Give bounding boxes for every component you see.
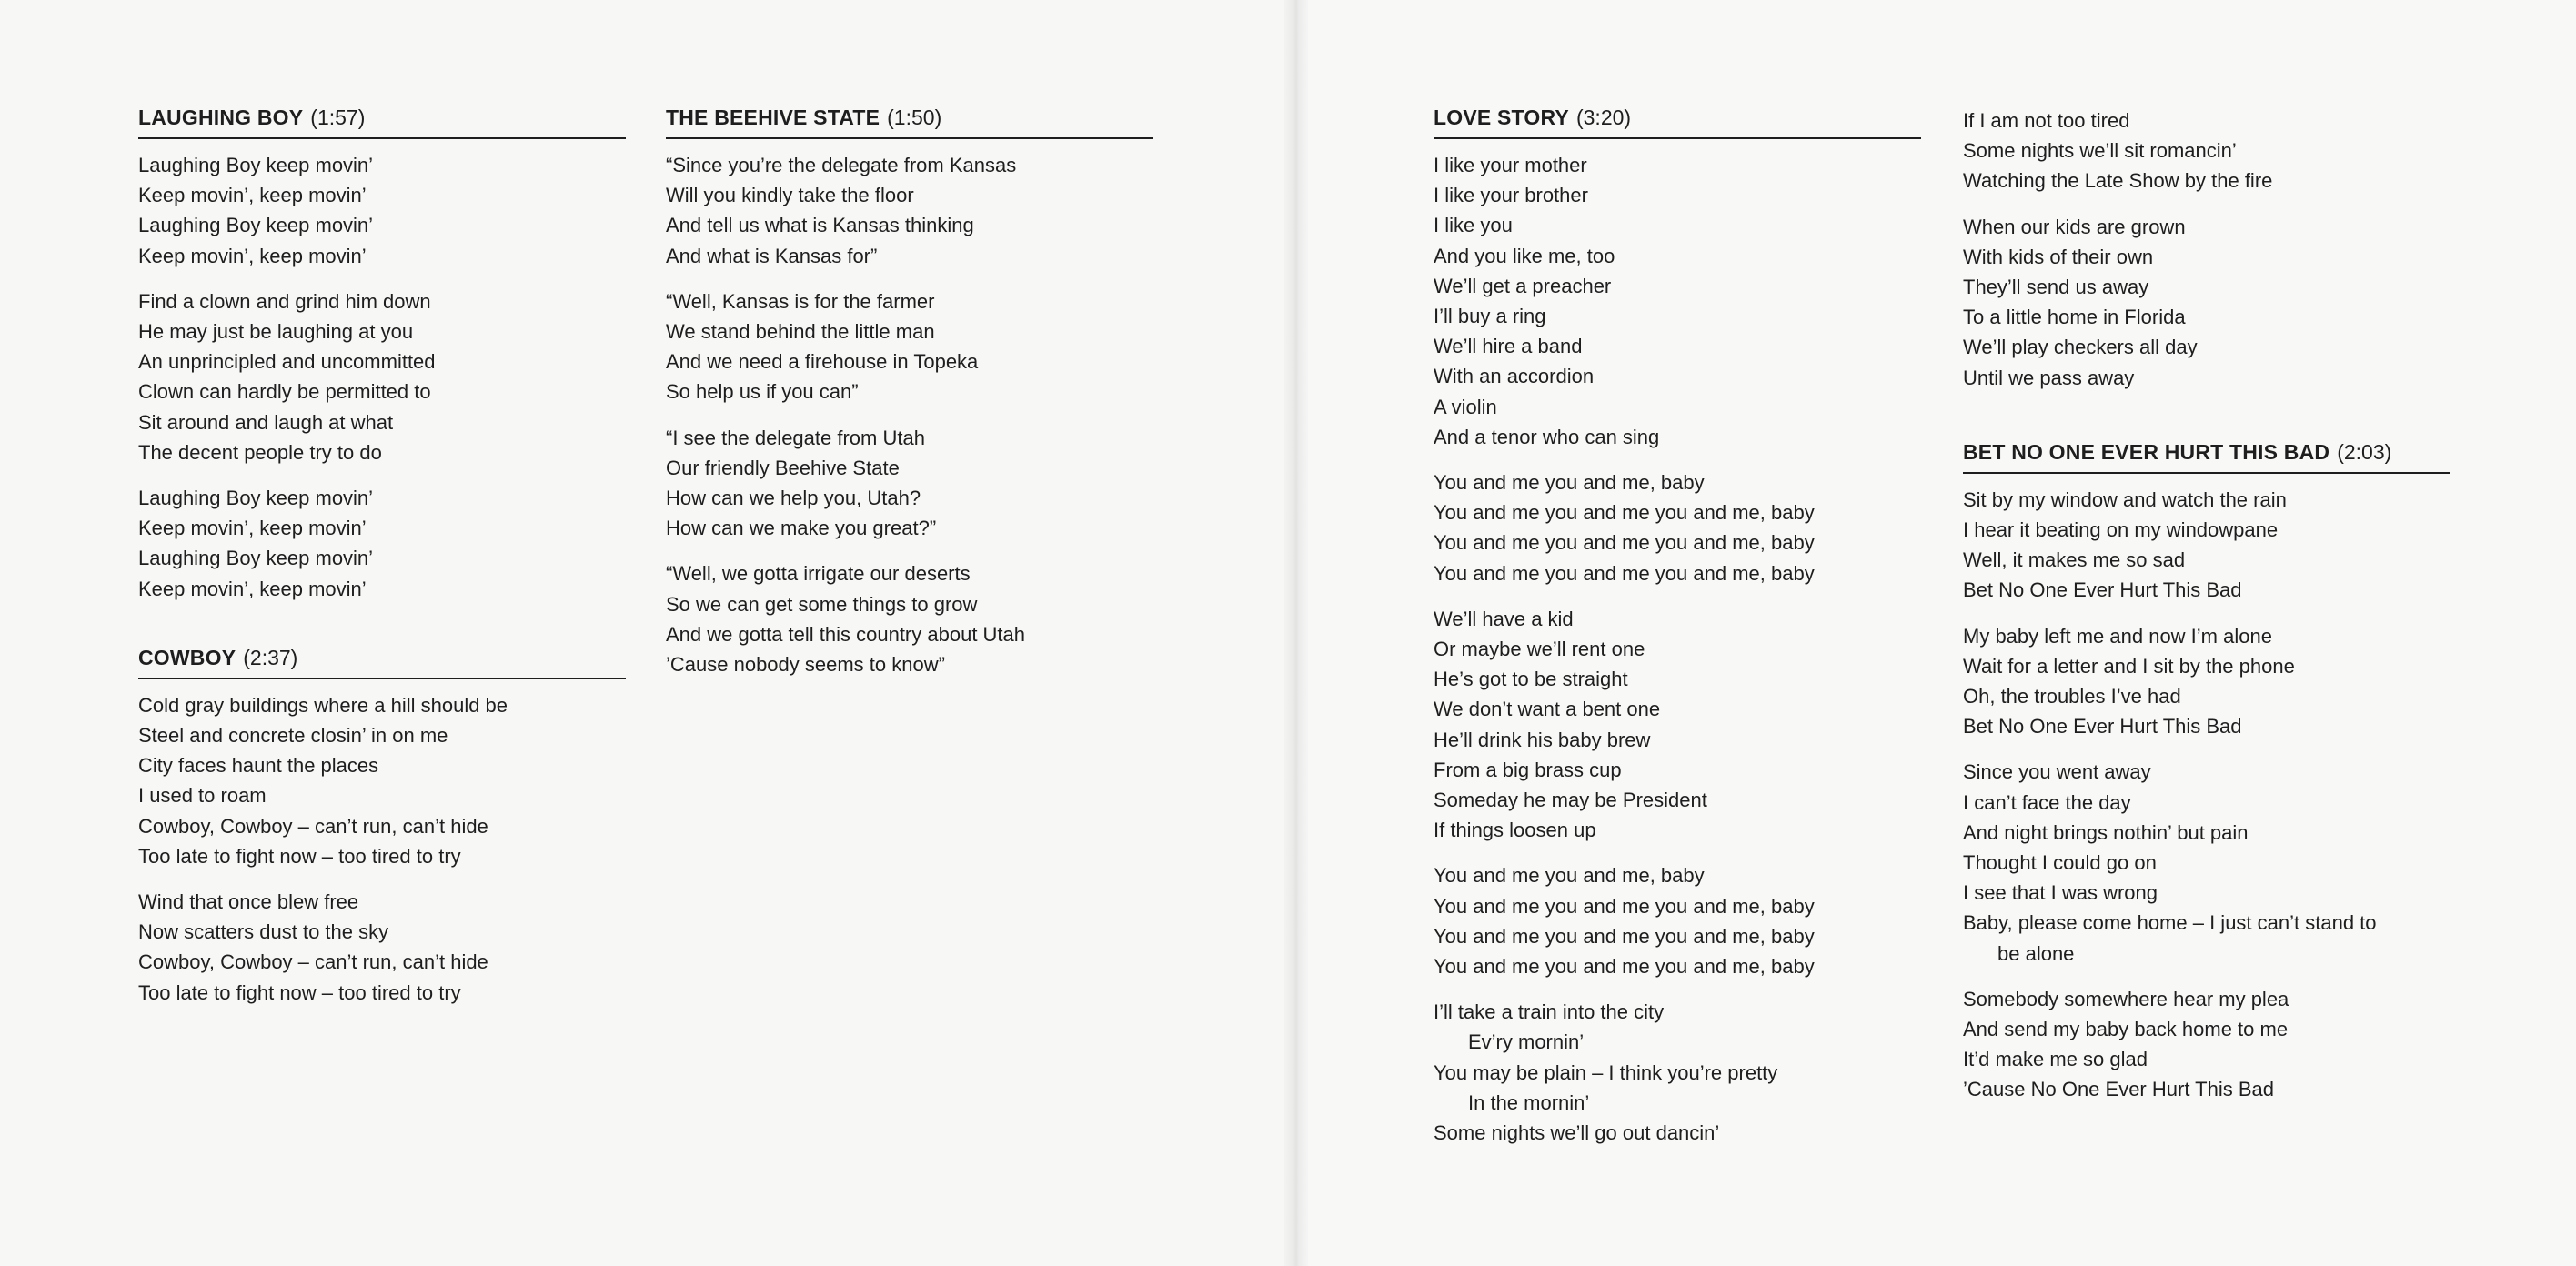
lyric-line: Ev’ry mornin’ (1468, 1030, 1585, 1054)
lyric-line: Cowboy, Cowboy – can’t run, can’t hide (138, 814, 488, 838)
lyrics-column-4 (1963, 106, 2450, 1147)
lyric-line: An unprincipled and uncommitted (138, 350, 436, 374)
song-duration: (3:20) (1575, 106, 1632, 129)
lyric-line: I like your mother (1434, 154, 1587, 176)
lyrics-column-3 (1434, 106, 1921, 1190)
song-title: LAUGHING BOY (138, 106, 304, 129)
lyric-line: A violin (1434, 395, 1497, 418)
lyrics-column-2 (666, 106, 1153, 721)
song-title: THE BEEHIVE STATE (666, 106, 880, 129)
lyric-line: They’ll send us away (1963, 276, 2149, 299)
lyric-line: Well, it makes me so sad (1963, 548, 2186, 572)
stanza (666, 558, 1153, 679)
lyric-line: We’ll get a preacher (1434, 274, 1612, 297)
lyric-line: You and me you and me, baby (1434, 864, 1705, 888)
lyric-line: be alone (1997, 941, 2075, 965)
lyric-line: To a little home in Florida (1963, 306, 2186, 329)
stanza (1434, 997, 1921, 1148)
lyric-line: With kids of their own (1963, 245, 2154, 268)
song-header (138, 646, 626, 679)
stanza (1434, 150, 1921, 452)
lyric-line: You may be plain – I think you’re pretty (1434, 1060, 1778, 1084)
song-duration: (1:57) (310, 106, 366, 129)
lyric-line: In the mornin’ (1468, 1090, 1590, 1114)
lyric-line: Find a clown and grind him down (138, 289, 431, 313)
lyric-line: And we gotta tell this country about Utah (666, 622, 1026, 646)
lyric-line: You and me you and me you and me, baby (1434, 561, 1815, 585)
lyric-line: Bet No One Ever Hurt This Bad (1963, 715, 2242, 738)
lyric-line: And we need a firehouse in Topeka (666, 350, 979, 374)
lyric-line: I like your brother (1434, 184, 1588, 207)
lyric-line: From a big brass cup (1434, 758, 1622, 781)
lyric-line: And you like me, too (1434, 244, 1615, 267)
lyric-line: We’ll play checkers all day (1963, 336, 2198, 359)
stanza (1963, 485, 2450, 606)
song-header (1963, 440, 2450, 474)
song-duration: (2:03) (2337, 439, 2392, 464)
lyric-line: Wind that once blew free (138, 890, 359, 914)
lyric-line: We’ll have a kid (1434, 607, 1574, 630)
lyrics-column-1 (138, 106, 626, 1050)
song-header (138, 106, 626, 139)
lyric-line: You and me you and me you and me, baby (1434, 531, 1815, 555)
stanza (138, 690, 626, 871)
lyric-line: How can we help you, Utah? (666, 487, 921, 510)
lyric-line: And a tenor who can sing (1434, 425, 1660, 448)
lyric-line: City faces haunt the places (138, 754, 379, 778)
lyric-line: I like you (1434, 214, 1513, 237)
song-header (1434, 106, 1921, 139)
lyric-line: And send my baby back home to me (1963, 1018, 2289, 1041)
lyric-line: Our friendly Beehive State (666, 456, 900, 479)
lyric-line: Now scatters dust to the sky (138, 920, 389, 944)
stanza (1963, 621, 2450, 742)
lyric-line: Thought I could go on (1963, 851, 2157, 875)
stanza (666, 286, 1153, 407)
lyric-line: “Well, we gotta irrigate our deserts (666, 562, 971, 586)
song-cowboy (138, 646, 626, 1008)
song-title: BET NO ONE EVER HURT THIS BAD (1963, 439, 2330, 464)
lyric-line: So we can get some things to grow (666, 592, 978, 616)
lyric-line: I can’t face the day (1963, 790, 2131, 814)
lyric-line: Will you kindly take the floor (666, 184, 914, 207)
song-duration: (2:37) (243, 645, 298, 669)
lyric-line: “Well, Kansas is for the farmer (666, 289, 935, 313)
lyric-line: ’Cause No One Ever Hurt This Bad (1963, 1078, 2274, 1101)
lyric-line: Oh, the troubles I’ve had (1963, 685, 2181, 708)
stanza (1434, 467, 1921, 588)
lyric-line: I’ll take a train into the city (1434, 1000, 1665, 1024)
lyric-line: Cowboy, Cowboy – can’t run, can’t hide (138, 950, 488, 974)
lyric-line: Laughing Boy keep movin’ (138, 154, 374, 176)
lyric-line: I’ll buy a ring (1434, 305, 1546, 328)
lyric-line: The decent people try to do (138, 440, 382, 464)
lyric-line: “I see the delegate from Utah (666, 426, 925, 449)
lyric-line: Cold gray buildings where a hill should be (138, 693, 508, 717)
song-title: LOVE STORY (1434, 106, 1569, 129)
stanza (1434, 604, 1921, 846)
song-duration: (1:50) (887, 106, 942, 129)
lyric-line: Keep movin’, keep movin’ (138, 184, 367, 207)
stanza (1963, 106, 2450, 196)
song-laughing-boy (138, 106, 626, 604)
lyric-line: Somebody somewhere hear my plea (1963, 987, 2289, 1010)
lyric-line: Too late to fight now – too tired to try (138, 844, 461, 868)
song-title: COWBOY (138, 645, 236, 669)
lyric-line: It’d make me so glad (1963, 1048, 2148, 1071)
stanza (138, 150, 626, 271)
lyric-line: Too late to fight now – too tired to try (138, 980, 461, 1004)
song-the-beehive-state (666, 106, 1153, 679)
lyric-line: Baby, please come home – I just can’t stand to (1963, 911, 2377, 935)
song-love-story-continued (1963, 106, 2450, 393)
song-header (666, 106, 1153, 139)
lyric-line: Wait for a letter and I sit by the phone (1963, 654, 2295, 678)
song-bet-no-one-ever-hurt-this-bad (1963, 440, 2450, 1105)
lyric-line: I see that I was wrong (1963, 881, 2158, 905)
lyric-line: And night brings nothin’ but pain (1963, 820, 2249, 844)
lyric-line: He may just be laughing at you (138, 320, 414, 344)
lyric-line: Clown can hardly be permitted to (138, 380, 431, 404)
lyric-line: You and me you and me you and me, baby (1434, 501, 1815, 525)
lyric-line: You and me you and me, baby (1434, 471, 1705, 495)
lyric-line: ’Cause nobody seems to know” (666, 653, 945, 677)
lyric-line: You and me you and me you and me, baby (1434, 894, 1815, 918)
lyric-line: If I am not too tired (1963, 109, 2130, 132)
lyric-line: We’ll hire a band (1434, 335, 1583, 358)
stanza (138, 286, 626, 467)
lyric-line: And tell us what is Kansas thinking (666, 214, 974, 237)
lyric-line: How can we make you great?” (666, 517, 937, 540)
lyric-line: So help us if you can” (666, 380, 859, 404)
lyric-line: If things loosen up (1434, 819, 1596, 842)
lyric-line: With an accordion (1434, 365, 1595, 388)
stanza (1963, 212, 2450, 393)
lyric-line: And what is Kansas for” (666, 244, 878, 267)
stanza (1963, 984, 2450, 1105)
lyric-line: “Since you’re the delegate from Kansas (666, 154, 1017, 176)
lyric-line: Bet No One Ever Hurt This Bad (1963, 578, 2242, 602)
lyric-line: Some nights we’ll go out dancin’ (1434, 1121, 1720, 1145)
lyric-line: Keep movin’, keep movin’ (138, 244, 367, 267)
lyric-line: My baby left me and now I’m alone (1963, 624, 2272, 648)
stanza (666, 423, 1153, 544)
stanza (666, 150, 1153, 271)
lyric-line: Until we pass away (1963, 366, 2135, 389)
lyric-line: When our kids are grown (1963, 215, 2186, 238)
lyric-line: You and me you and me you and me, baby (1434, 924, 1815, 948)
page-gutter (1284, 0, 1308, 1266)
lyric-line: I hear it beating on my windowpane (1963, 518, 2279, 542)
lyric-line: Sit by my window and watch the rain (1963, 487, 2287, 511)
stanza (138, 483, 626, 604)
lyric-line: Keep movin’, keep movin’ (138, 517, 367, 540)
lyric-line: He’s got to be straight (1434, 668, 1628, 691)
lyric-line: I used to roam (138, 784, 267, 808)
lyric-line: Steel and concrete closin’ in on me (138, 724, 448, 748)
lyric-line: Or maybe we’ll rent one (1434, 638, 1645, 661)
lyric-line: We stand behind the little man (666, 320, 935, 344)
lyric-line: You and me you and me you and me, baby (1434, 955, 1815, 979)
lyric-line: Laughing Boy keep movin’ (138, 487, 374, 510)
lyric-line: Since you went away (1963, 760, 2151, 784)
lyric-line: We don’t want a bent one (1434, 698, 1661, 721)
lyric-line: Laughing Boy keep movin’ (138, 214, 374, 237)
lyric-line: Some nights we’ll sit romancin’ (1963, 139, 2237, 163)
song-love-story (1434, 106, 1921, 1148)
lyric-line: Watching the Late Show by the fire (1963, 169, 2273, 193)
lyric-line: Sit around and laugh at what (138, 410, 394, 434)
stanza (1963, 757, 2450, 968)
stanza (138, 887, 626, 1008)
lyric-line: Laughing Boy keep movin’ (138, 547, 374, 570)
lyric-line: Someday he may be President (1434, 789, 1707, 812)
lyric-line: He’ll drink his baby brew (1434, 728, 1651, 751)
stanza (1434, 860, 1921, 981)
lyric-line: Keep movin’, keep movin’ (138, 577, 367, 600)
